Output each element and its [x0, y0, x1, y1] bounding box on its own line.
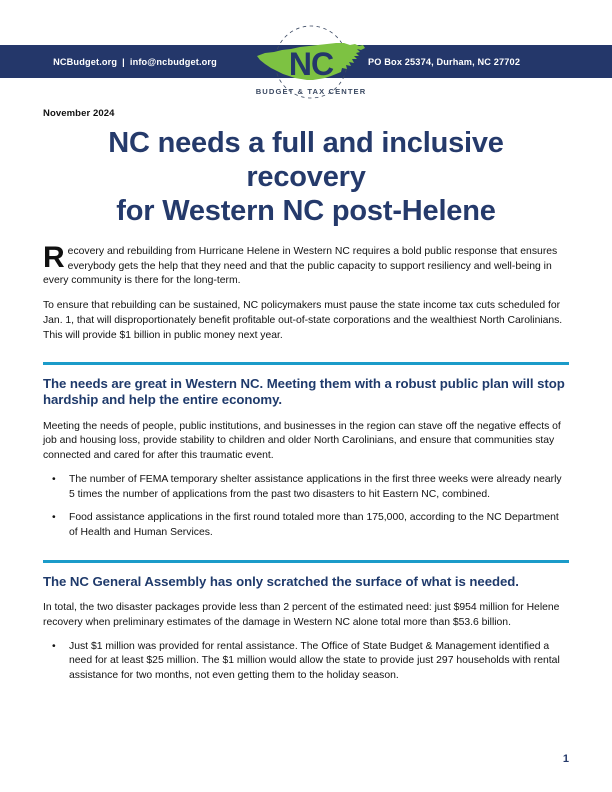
section-general-assembly [43, 560, 569, 684]
list-item [43, 473, 569, 503]
list-item-text: Just $1 million was provided for rental assistance. The Office of State Budget & Management identified a need for at least $25 million. The $1 million would allow the state to provide just 297 households with rental assistance for two months, not even getting them to the holiday season. [69, 640, 560, 682]
header-address: PO Box 25374, Durham, NC 27702 [368, 56, 521, 67]
intro-paragraph-1: ecovery and rebuilding from Hurricane Helene in Western NC requires a bold public response that ensures everybody gets the help that they need and that the public capacity to support resiliency and well-being in every community is there for the long-term. [43, 245, 558, 287]
list-item-text: The number of FEMA temporary shelter assistance applications in the first three weeks were already nearly 5 times the number of applications from the past two disasters to hit Eastern NC, combined. [69, 473, 562, 500]
section-bullet-list [43, 640, 569, 684]
title-line-2: for Western NC post-Helene [116, 194, 496, 227]
page-header [0, 0, 612, 108]
header-contact-left [0, 45, 270, 78]
section-needs-are-great [43, 362, 569, 541]
section-bullet-list [43, 473, 569, 541]
intro-paragraph-2: To ensure that rebuilding can be sustained, NC policymakers must pause the state income tax cuts scheduled for Jan. 1, that will disproportionately benefit profitable out-of-state corporations and the wealthiest North Carolinians. This will provide $1 billion in public money next year. [43, 300, 563, 341]
intro-paragraph-with-dropcap [43, 240, 569, 289]
header-separator: | [122, 56, 125, 67]
bullet-marker-icon: • [52, 640, 56, 652]
section-body-text: Meeting the needs of people, public institutions, and businesses in the region can stave off the negative effects of job and housing loss, provide stability to children and older North Carolinians, and ensure that communities stay connected and cared for after this traumatic event. [43, 420, 561, 462]
list-item [43, 640, 569, 684]
nc-budget-tax-center-logo [247, 22, 375, 108]
page-title [43, 127, 569, 229]
publication-date: November 2024 [43, 108, 115, 119]
logo-monogram: NC [288, 46, 334, 82]
bullet-marker-icon: • [52, 512, 56, 524]
title-line-1: NC needs a full and inclusive recovery [108, 127, 504, 193]
page-content [43, 108, 569, 765]
section-divider-rule [43, 560, 569, 563]
list-item [43, 511, 569, 541]
drop-cap: R [43, 240, 65, 274]
logo-tagline: BUDGET & TAX CENTER [255, 87, 367, 96]
section-divider-rule [43, 362, 569, 365]
list-item-text: Food assistance applications in the first round totaled more than 175,000, according to the NC Department of Health and Human Services. [69, 512, 559, 539]
email-link[interactable]: info@ncbudget.org [129, 56, 217, 67]
section-heading: The NC General Assembly has only scratched the surface of what is needed. [43, 573, 519, 589]
bullet-marker-icon: • [52, 473, 56, 485]
section-heading: The needs are great in Western NC. Meeting them with a robust public plan will stop hardship and help the entire economy. [43, 376, 565, 408]
section-body-text: In total, the two disaster packages provide less than 2 percent of the estimated need: just $954 million for Helene recovery when preliminary estimates of the damage in Western NC alone total more than $53.6 billion. [43, 602, 560, 628]
page-number: 1 [562, 753, 569, 765]
website-link[interactable]: NCBudget.org [53, 56, 118, 67]
